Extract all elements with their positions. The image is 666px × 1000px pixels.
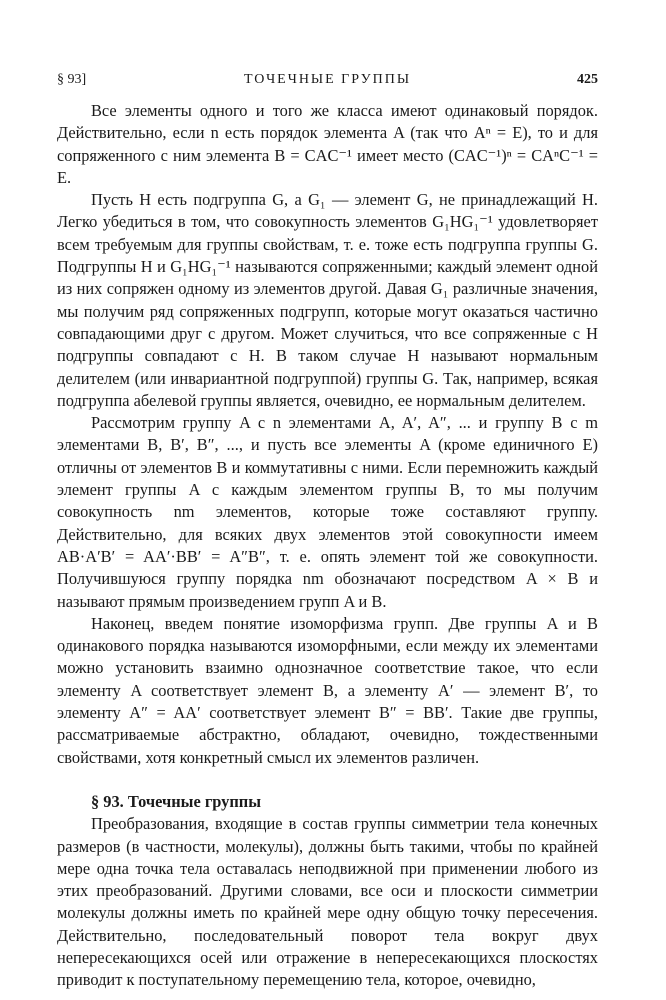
section-heading: § 93. Точечные группы bbox=[91, 791, 262, 811]
paragraph-conjugate-subgroups: Пусть H есть подгруппа G, а G₁ — элемент G, не принадлежащий H. Легко убедиться в том, что совокупность элементов G₁HG₁⁻¹ удовлетворяет всем требуемым для группы свойствам, т. е. тоже есть подгруппа группы G. Подгруппы H и G₁HG₁⁻¹ называются сопряженными; каждый элемент одной из них сопряжен одному из элементов другой. Давая G₁ различные значения, мы получим ряд сопряженных подгрупп, которые могут оказаться частично совпадающими друг с другом. Может случиться, что все сопряженные с H подгруппы совпадают с H. В таком случае H называют нормальным делителем (или инвариантной подгруппой) группы G. Так, например, всякая подгруппа абелевой группы является, очевидно, ее нормальным делителем. bbox=[57, 190, 598, 410]
running-title: ТОЧЕЧНЫЕ ГРУППЫ bbox=[243, 72, 412, 87]
paragraph-isomorphism: Наконец, введем понятие изоморфизма групп. Две группы A и B одинакового порядка называются изоморфными, если между их элементами можно установить взаимно однозначное соответствие такое, что если элементу A соответствует элемент B, а элементу A′ — элемент B′, то элементу A″ = AA′ соответствует элемент B″ = BB′. Такие две группы, рассматриваемые абстрактно, обладают, очевидно, тождественными свойствами, хотя конкретный смысл их элементов различен. bbox=[57, 613, 598, 767]
page-body bbox=[57, 100, 598, 992]
paragraph-class-order: Все элементы одного и того же класса имеют одинаковый порядок. Действительно, если n есть порядок элемента A (так что Aⁿ = E), то и для сопряженного с ним элемента B = CAC⁻¹ имеет место (CAC⁻¹)ⁿ = CAⁿC⁻¹ = E. bbox=[57, 101, 598, 187]
running-header bbox=[57, 70, 598, 90]
section-reference: § 93] bbox=[57, 72, 87, 87]
paragraph-point-groups: Преобразования, входящие в состав группы симметрии тела конечных размеров (в частности, молекулы), должны быть такими, чтобы по крайней мере одна точка тела оставалась неподвижной при применении любого из этих преобразований. Другими словами, все оси и плоскости симметрии молекулы должны иметь по крайней мере одну общую точку пересечения. Действительно, последовательный поворот тела вокруг двух непересекающихся осей или отражение в непересекающихся плоскостях приводит к поступательному перемещению тела, которое, очевидно, bbox=[57, 814, 598, 990]
page-number: 425 bbox=[577, 72, 598, 87]
paragraph-direct-product: Рассмотрим группу A с n элементами A, A′, A″, ... и группу B с m элементами B, B′, B″, ..., и пусть все элементы A (кроме единичного E) отличны от элементов B и коммутативны с ними. Если перемножить каждый элемент группы A с каждым элементом группы B, то мы получим совокупность nm элементов, которые тоже составляют группу. Действительно, для всяких двух элементов этой совокупности имеем AB·A′B′ = AA′·BB′ = A″B″, т. е. опять элемент той же совокупности. Получившуюся группу порядка nm обозначают посредством A × B и называют прямым произведением групп A и B. bbox=[57, 413, 598, 611]
